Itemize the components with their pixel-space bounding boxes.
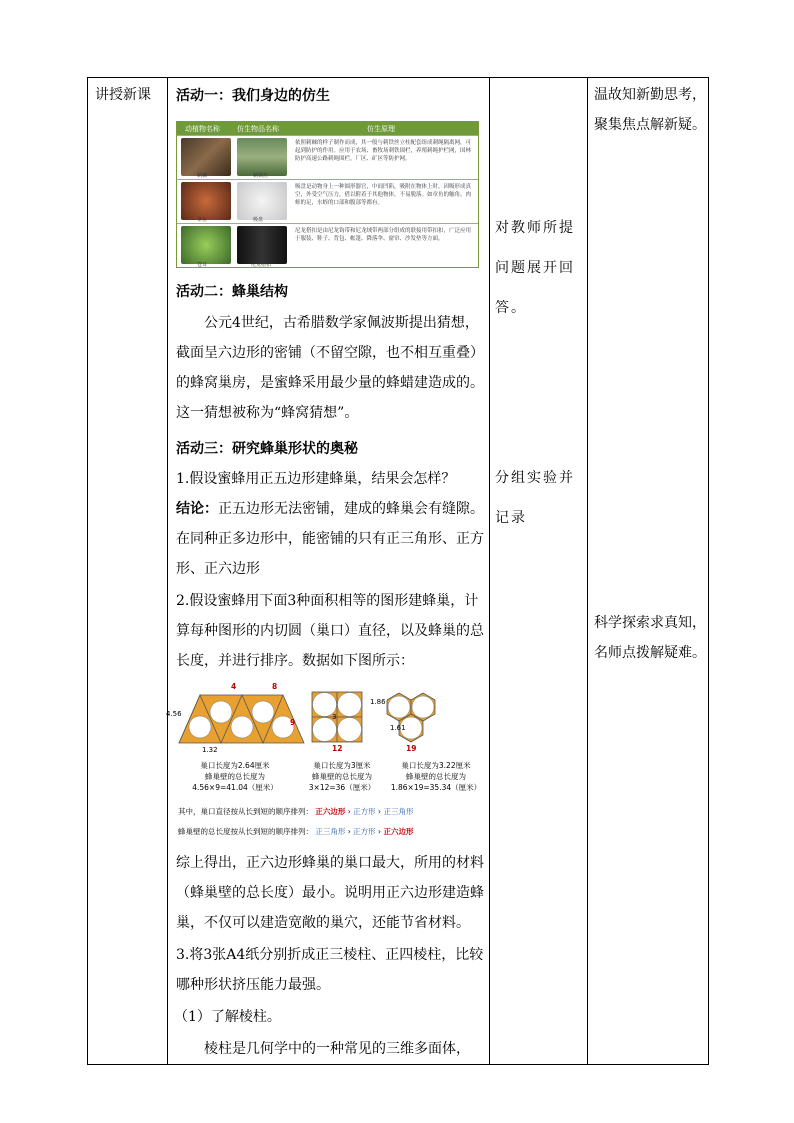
prism-text: 棱柱是几何学中的一种常见的三维多面体， xyxy=(204,1041,470,1057)
question-3-1: （1）了解棱柱。 xyxy=(174,1009,281,1025)
cocklebur-photo xyxy=(181,226,231,264)
hex-count-label: 19 xyxy=(406,744,417,753)
activity1-title: 活动一：我们身边的仿生 xyxy=(176,88,330,104)
student-activity-1: 对教师所提问题展开回答。 xyxy=(495,220,575,316)
activity2-paragraph: 公元4世纪，古希腊数学家佩波斯提出猜想，截面呈六边形的密铺（不留空隙，也不相互重叠）的蜂窝巢房，是蜜蜂采用最少量的蜂蜡建造成的。这一猜想被称为“蜂窝猜想”。 xyxy=(176,315,484,421)
sq-side-label: 3 xyxy=(332,713,337,721)
hex-height-label: 1.61 xyxy=(390,724,406,732)
conclusion: 结论：正五边形无法密铺，建成的蜂巢会有缝隙。在同种正多边形中，能密铺的只有正三角形、正方形、正六边形 xyxy=(176,501,484,577)
tri-count-label: 8 xyxy=(272,682,278,691)
summary: 综上得出，正六边形蜂巢的巢口最大，所用的材料（蜂巢壁的总长度）最小。说明用正六边形建造蜂巢，不仅可以建造宽敞的巢穴，还能节省材料。 xyxy=(176,855,484,931)
sq-caption: 巢口长度为3厘米 蜂巢壁的总长度为 3×12=36（厘米） xyxy=(308,761,376,792)
tri-caption: 巢口长度为2.64厘米 蜂巢壁的总长度为 4.56×9=41.04（厘米） xyxy=(192,761,278,792)
question-3: 3.将3张A4纸分别折成正三棱柱、正四棱柱，比较哪种形状挤压能力最强。 xyxy=(176,947,484,993)
barbed-wire-photo xyxy=(237,138,287,176)
section-label: 讲授新课 xyxy=(95,87,151,103)
hex-caption: 巢口长度为3.22厘米 蜂巢壁的总长度为 1.86×19=35.34（厘米） xyxy=(390,761,482,792)
incircle xyxy=(252,701,274,723)
col-divider xyxy=(167,78,168,1064)
bionics-table xyxy=(176,121,479,268)
lesson-table xyxy=(87,77,709,1065)
incircle xyxy=(231,716,253,738)
suction-cup-photo xyxy=(237,182,287,220)
student-activity-2: 分组实验并记录 xyxy=(495,470,575,526)
sq-count-label: 12 xyxy=(332,744,343,753)
tri-height-label: 1.32 xyxy=(202,746,218,754)
incircle xyxy=(210,701,232,723)
wall-length-order: 蜂巢壁的总长度按从长到短的顺序排列： 正三角形 › 正方形 › 正六边形 xyxy=(178,827,414,836)
tri-count-label: 9 xyxy=(290,718,296,727)
question-1: 1.假设蜜蜂用正五边形建蜂巢，结果会怎样？ xyxy=(176,471,456,487)
bionics-row: 苍耳 尼龙搭扣 尼龙搭扣是由尼龙钩带和尼龙绒带两部分组成的联接用带扣扣，广泛应用于服装、鞋子、背包、帐篷、降落伞、窗帘、沙发垫等方面。 xyxy=(177,223,478,269)
octopus-photo xyxy=(181,182,231,220)
shape-diagrams xyxy=(174,688,484,748)
incircle xyxy=(189,716,211,738)
bionics-row: 刺棘 刺铁丝 依照刺棘的样子制作而成，其一般与刺铁丝立柱配套组成刺绳隔离网，可起到防护的作用。应用于农场、畜牧场刺铁围栏，养殖刺绳护栏网，国林防护高速公路刺绳围栏，厂区、矿区等防护网。 xyxy=(177,135,478,180)
tri-side-label: 4.56 xyxy=(166,710,182,718)
bionics-row: 章鱼 吸盘 吸盘是动物身上一种圆形器官，中间凹陷，吸附在物体上时，因吸形成真空，外受空气压力，借以附着于其他物体，不易脱落。如章鱼的触角、肉蛭的足，水蛭的口部和腹部等都有。 xyxy=(177,179,478,224)
honeycomb-figure xyxy=(166,682,484,858)
design-intent-1: 温故知新勤思考，聚集焦点解新疑。 xyxy=(594,87,706,133)
teaching-content xyxy=(166,78,487,1064)
tri-count-label: 4 xyxy=(231,682,237,691)
design-intent-2: 科学探索求真知，名师点拨解疑难。 xyxy=(594,615,706,661)
diameter-order: 其中，巢口直径按从长到短的顺序排列： 正六边形 › 正方形 › 正三角形 xyxy=(178,807,414,816)
hex-side-label: 1.86 xyxy=(370,698,386,706)
question-2: 2.假设蜜蜂用下面3种面积相等的图形建蜂巢，计算每种图形的内切圆（巢口）直径，以及蜂巢的总长度，并进行排序。数据如下图所示： xyxy=(176,593,484,669)
activity2-title: 活动二：蜂巢结构 xyxy=(176,284,288,300)
activity3-title: 活动三：研究蜂巢形状的奥秘 xyxy=(176,441,358,457)
thorn-photo xyxy=(181,138,231,176)
velcro-photo xyxy=(237,226,287,264)
bionics-table-header: 动植物名称 仿生物品名称 仿生原理 xyxy=(177,122,478,135)
col-divider xyxy=(489,78,490,1064)
col-divider xyxy=(587,78,588,1064)
